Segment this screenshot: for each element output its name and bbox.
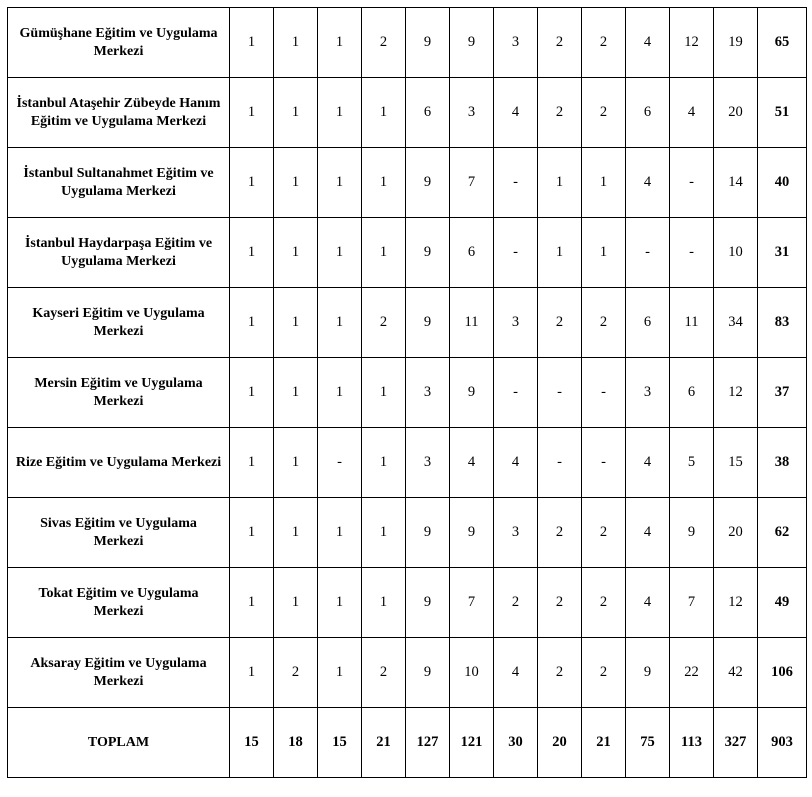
table-cell: 12 — [714, 358, 758, 428]
row-total: 31 — [758, 218, 807, 288]
table-cell: 2 — [582, 568, 626, 638]
table-cell: 11 — [670, 288, 714, 358]
table-cell: 3 — [494, 498, 538, 568]
table-cell: 3 — [494, 8, 538, 78]
table-cell: 12 — [670, 8, 714, 78]
table-cell: 1 — [318, 218, 362, 288]
table-cell: 4 — [626, 498, 670, 568]
table-cell: 4 — [626, 148, 670, 218]
row-label: Gümüşhane Eğitim ve Uygulama Merkezi — [8, 8, 230, 78]
table-cell: 1 — [318, 8, 362, 78]
table-cell: 1 — [274, 568, 318, 638]
table-row — [8, 218, 807, 288]
table-cell: 1 — [274, 428, 318, 498]
row-label: İstanbul Sultanahmet Eğitim ve Uygulama Merkezi — [8, 148, 230, 218]
table-cell: 14 — [714, 148, 758, 218]
table-cell: 1 — [362, 218, 406, 288]
table-cell: 2 — [362, 8, 406, 78]
table-cell: - — [494, 358, 538, 428]
table-cell: 2 — [582, 498, 626, 568]
table-cell: 2 — [582, 288, 626, 358]
table-cell: 1 — [230, 428, 274, 498]
table-cell: 9 — [450, 8, 494, 78]
table-cell: 1 — [230, 78, 274, 148]
table-cell: 4 — [494, 638, 538, 708]
table-cell: 19 — [714, 8, 758, 78]
table-cell: - — [670, 218, 714, 288]
table-cell: 9 — [450, 498, 494, 568]
summary-cell: 18 — [274, 708, 318, 778]
table-cell: 9 — [626, 638, 670, 708]
table-cell: 7 — [450, 148, 494, 218]
table-cell: 2 — [538, 568, 582, 638]
table-cell: 9 — [450, 358, 494, 428]
table-cell: 1 — [318, 78, 362, 148]
table-cell: 1 — [318, 568, 362, 638]
table-cell: 7 — [450, 568, 494, 638]
table-row — [8, 148, 807, 218]
summary-cell: 20 — [538, 708, 582, 778]
table-cell: 1 — [230, 638, 274, 708]
table-row — [8, 8, 807, 78]
table-cell: 1 — [230, 218, 274, 288]
row-total: 38 — [758, 428, 807, 498]
table-cell: 1 — [230, 148, 274, 218]
row-total: 62 — [758, 498, 807, 568]
table-cell: - — [626, 218, 670, 288]
table-cell: 6 — [406, 78, 450, 148]
summary-cell: 121 — [450, 708, 494, 778]
table-row — [8, 78, 807, 148]
row-total: 51 — [758, 78, 807, 148]
table-cell: 2 — [538, 638, 582, 708]
table-cell: 9 — [406, 498, 450, 568]
table-cell: 2 — [582, 638, 626, 708]
row-label: Rize Eğitim ve Uygulama Merkezi — [8, 428, 230, 498]
table-container — [7, 7, 807, 778]
row-label: Kayseri Eğitim ve Uygulama Merkezi — [8, 288, 230, 358]
summary-row — [8, 708, 807, 778]
summary-cell: 75 — [626, 708, 670, 778]
data-table — [7, 7, 807, 778]
table-cell: 6 — [670, 358, 714, 428]
table-cell: 11 — [450, 288, 494, 358]
table-cell: 4 — [626, 8, 670, 78]
table-cell: 9 — [406, 218, 450, 288]
summary-cell: 15 — [318, 708, 362, 778]
table-cell: 1 — [230, 8, 274, 78]
table-cell: 1 — [274, 498, 318, 568]
table-cell: 2 — [494, 568, 538, 638]
table-cell: 1 — [582, 218, 626, 288]
summary-cell: 21 — [582, 708, 626, 778]
table-cell: 9 — [406, 638, 450, 708]
table-cell: 6 — [626, 288, 670, 358]
table-cell: 9 — [670, 498, 714, 568]
table-cell: 2 — [538, 78, 582, 148]
table-cell: 1 — [230, 288, 274, 358]
summary-label: TOPLAM — [8, 708, 230, 778]
table-cell: 1 — [318, 358, 362, 428]
table-cell: 20 — [714, 498, 758, 568]
table-cell: 2 — [362, 288, 406, 358]
table-cell: 3 — [450, 78, 494, 148]
table-cell: 1 — [538, 148, 582, 218]
table-cell: 4 — [626, 568, 670, 638]
table-cell: 4 — [494, 428, 538, 498]
row-label: Tokat Eğitim ve Uygulama Merkezi — [8, 568, 230, 638]
table-cell: - — [318, 428, 362, 498]
table-cell: 1 — [318, 498, 362, 568]
summary-cell: 21 — [362, 708, 406, 778]
table-cell: 1 — [230, 568, 274, 638]
row-label: İstanbul Haydarpaşa Eğitim ve Uygulama Merkezi — [8, 218, 230, 288]
row-label: Mersin Eğitim ve Uygulama Merkezi — [8, 358, 230, 428]
row-total: 37 — [758, 358, 807, 428]
table-cell: 1 — [274, 148, 318, 218]
table-cell: 1 — [362, 568, 406, 638]
table-cell: 9 — [406, 8, 450, 78]
table-cell: - — [670, 148, 714, 218]
row-label: İstanbul Ataşehir Zübeyde Hanım Eğitim ve Uygulama Merkezi — [8, 78, 230, 148]
table-row — [8, 498, 807, 568]
table-cell: 20 — [714, 78, 758, 148]
table-cell: 34 — [714, 288, 758, 358]
row-total: 83 — [758, 288, 807, 358]
table-cell: 15 — [714, 428, 758, 498]
table-cell: 5 — [670, 428, 714, 498]
table-cell: - — [538, 358, 582, 428]
table-cell: 6 — [450, 218, 494, 288]
table-cell: 1 — [230, 358, 274, 428]
table-cell: - — [494, 148, 538, 218]
table-cell: 1 — [230, 498, 274, 568]
table-cell: 1 — [362, 498, 406, 568]
table-row — [8, 288, 807, 358]
summary-cell: 127 — [406, 708, 450, 778]
table-cell: 1 — [274, 218, 318, 288]
summary-cell: 15 — [230, 708, 274, 778]
table-cell: 9 — [406, 568, 450, 638]
table-cell: 22 — [670, 638, 714, 708]
table-cell: 10 — [450, 638, 494, 708]
table-cell: 1 — [538, 218, 582, 288]
table-cell: 1 — [582, 148, 626, 218]
table-row — [8, 568, 807, 638]
table-cell: 1 — [362, 148, 406, 218]
grand-total: 903 — [758, 708, 807, 778]
table-cell: 42 — [714, 638, 758, 708]
table-cell: 1 — [318, 148, 362, 218]
table-cell: 1 — [274, 288, 318, 358]
table-cell: 2 — [538, 8, 582, 78]
table-cell: 3 — [494, 288, 538, 358]
table-cell: - — [494, 218, 538, 288]
table-cell: 2 — [538, 288, 582, 358]
table-cell: - — [582, 428, 626, 498]
table-cell: 2 — [538, 498, 582, 568]
table-cell: 4 — [670, 78, 714, 148]
table-cell: 1 — [274, 8, 318, 78]
table-cell: 4 — [450, 428, 494, 498]
table-row — [8, 638, 807, 708]
table-cell: 4 — [626, 428, 670, 498]
row-total: 40 — [758, 148, 807, 218]
table-cell: - — [582, 358, 626, 428]
table-cell: 4 — [494, 78, 538, 148]
table-cell: 9 — [406, 148, 450, 218]
table-row — [8, 358, 807, 428]
table-cell: 9 — [406, 288, 450, 358]
table-cell: 3 — [406, 358, 450, 428]
table-cell: 1 — [362, 428, 406, 498]
summary-cell: 327 — [714, 708, 758, 778]
table-cell: - — [538, 428, 582, 498]
row-total: 106 — [758, 638, 807, 708]
table-cell: 2 — [582, 78, 626, 148]
table-cell: 3 — [626, 358, 670, 428]
row-total: 49 — [758, 568, 807, 638]
table-cell: 1 — [318, 638, 362, 708]
table-cell: 1 — [362, 358, 406, 428]
table-cell: 10 — [714, 218, 758, 288]
summary-cell: 113 — [670, 708, 714, 778]
table-cell: 1 — [274, 78, 318, 148]
table-cell: 2 — [582, 8, 626, 78]
table-cell: 1 — [318, 288, 362, 358]
table-cell: 1 — [274, 358, 318, 428]
table-cell: 7 — [670, 568, 714, 638]
summary-cell: 30 — [494, 708, 538, 778]
table-row — [8, 428, 807, 498]
table-cell: 1 — [362, 78, 406, 148]
row-total: 65 — [758, 8, 807, 78]
table-cell: 12 — [714, 568, 758, 638]
table-cell: 3 — [406, 428, 450, 498]
row-label: Sivas Eğitim ve Uygulama Merkezi — [8, 498, 230, 568]
table-cell: 6 — [626, 78, 670, 148]
table-cell: 2 — [362, 638, 406, 708]
row-label: Aksaray Eğitim ve Uygulama Merkezi — [8, 638, 230, 708]
table-cell: 2 — [274, 638, 318, 708]
